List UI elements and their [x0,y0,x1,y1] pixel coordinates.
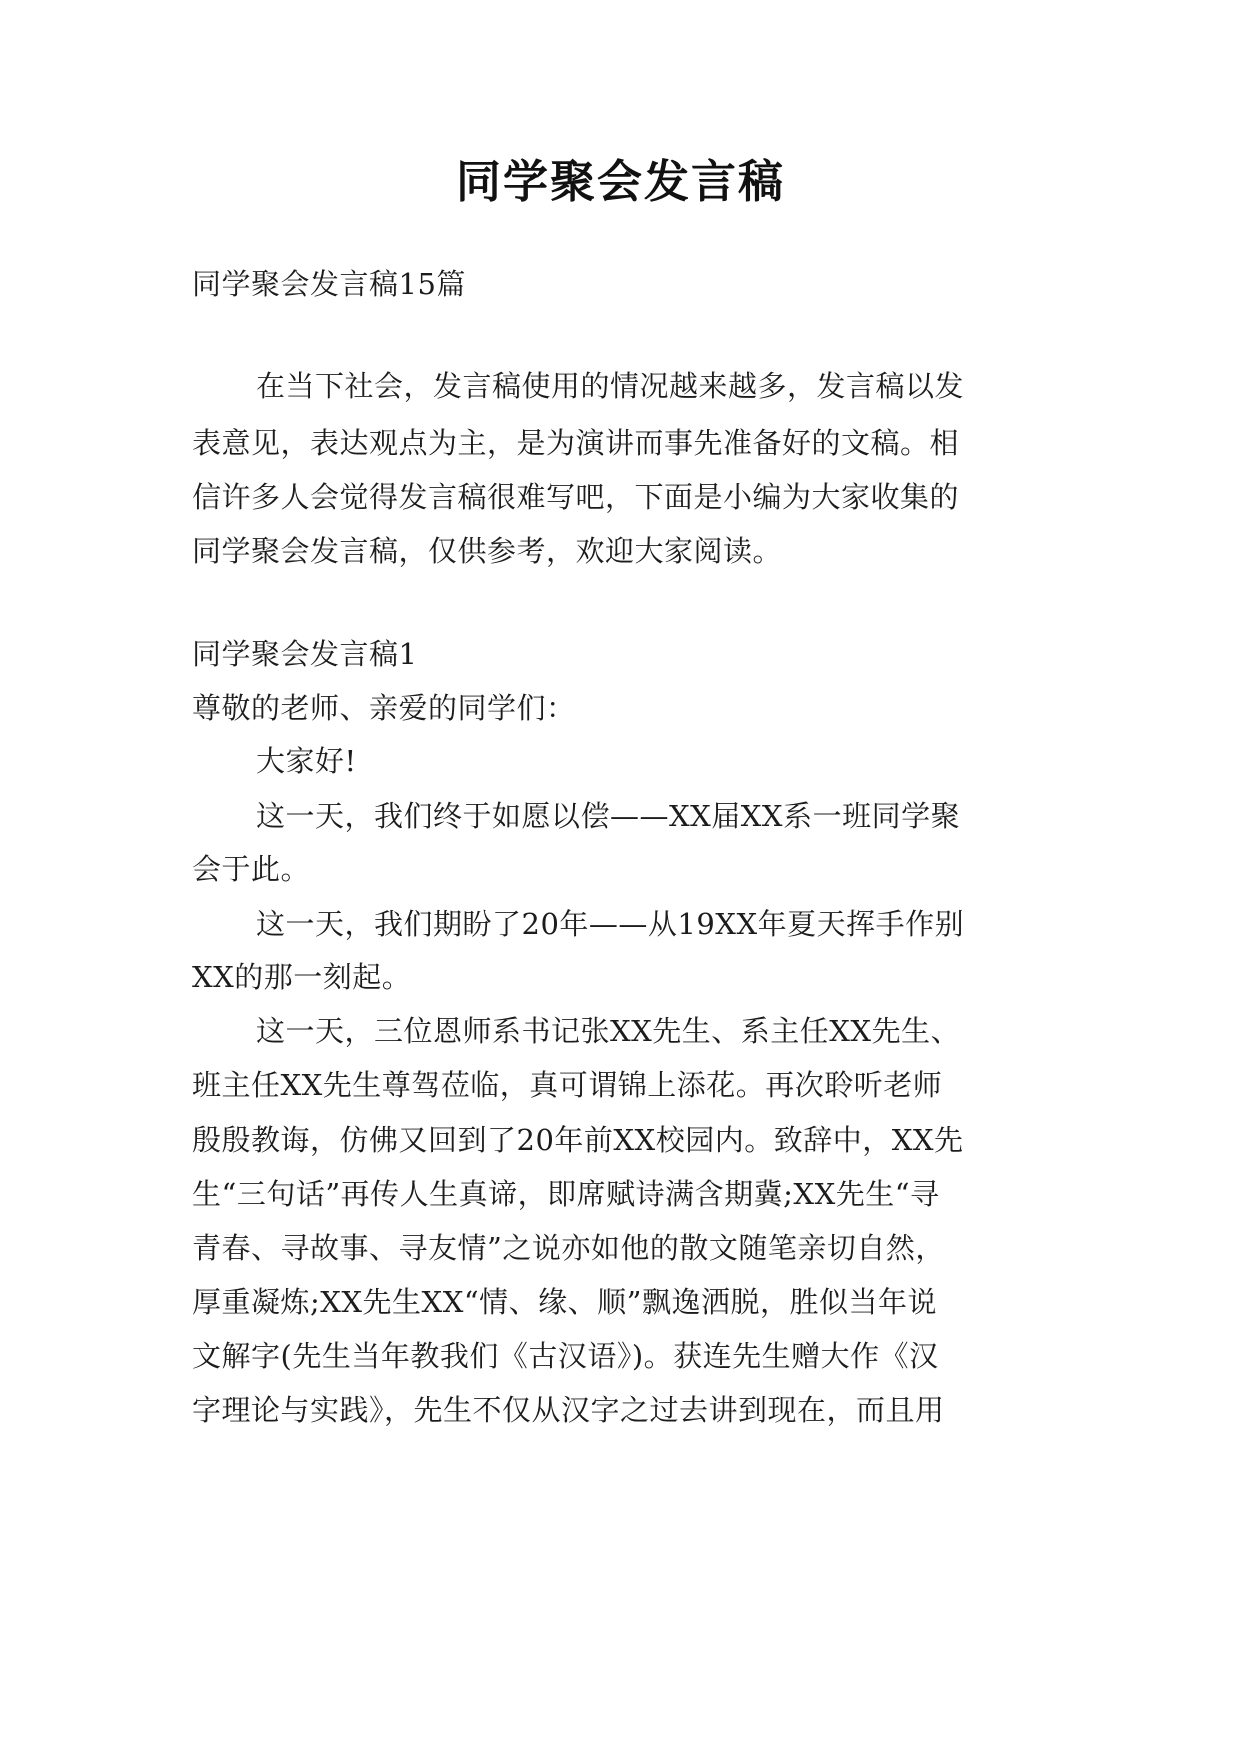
paragraph-line: 班主任XX先生尊驾莅临，真可谓锦上添花。再次聆听老师 [192,1068,943,1102]
paragraph-line: 会于此。 [192,852,311,886]
paragraph-line: XX的那一刻起。 [192,960,412,994]
paragraph-line: 文解字(先生当年教我们《古汉语》)。获连先生赠大作《汉 [192,1339,939,1373]
document-title: 同学聚会发言稿 [455,155,785,208]
greeting: 大家好! [256,744,357,778]
paragraph-line: 这一天，我们期盼了20年——从19XX年夏天挥手作别 [256,907,965,941]
salutation: 尊敬的老师、亲爱的同学们： [192,691,576,725]
paragraph-line: 厚重凝炼;XX先生XX“情、缘、顺”飘逸洒脱，胜似当年说 [192,1285,938,1319]
document-subtitle: 同学聚会发言稿15篇 [192,267,466,301]
paragraph-line: 殷殷教诲，仿佛又回到了20年前XX校园内。致辞中，XX先 [192,1123,964,1157]
paragraph-line: 青春、寻故事、寻友情”之说亦如他的散文随笔亲切自然， [192,1231,945,1265]
section-heading: 同学聚会发言稿1 [192,637,418,671]
intro-line: 在当下社会，发言稿使用的情况越来越多，发言稿以发 [256,369,965,403]
intro-line: 信许多人会觉得发言稿很难写吧，下面是小编为大家收集的 [192,480,960,514]
paragraph-line: 生“三句话”再传人生真谛，即席赋诗满含期冀;XX先生“寻 [192,1177,940,1211]
paragraph-line: 这一天，我们终于如愿以偿——XX届XX系一班同学聚 [256,799,961,833]
intro-line: 表意见，表达观点为主，是为演讲而事先准备好的文稿。相 [192,426,960,460]
intro-line: 同学聚会发言稿，仅供参考，欢迎大家阅读。 [192,534,783,568]
paragraph-line: 字理论与实践》，先生不仅从汉字之过去讲到现在，而且用 [192,1393,945,1427]
paragraph-line: 这一天，三位恩师系书记张XX先生、系主任XX先生、 [256,1014,961,1048]
